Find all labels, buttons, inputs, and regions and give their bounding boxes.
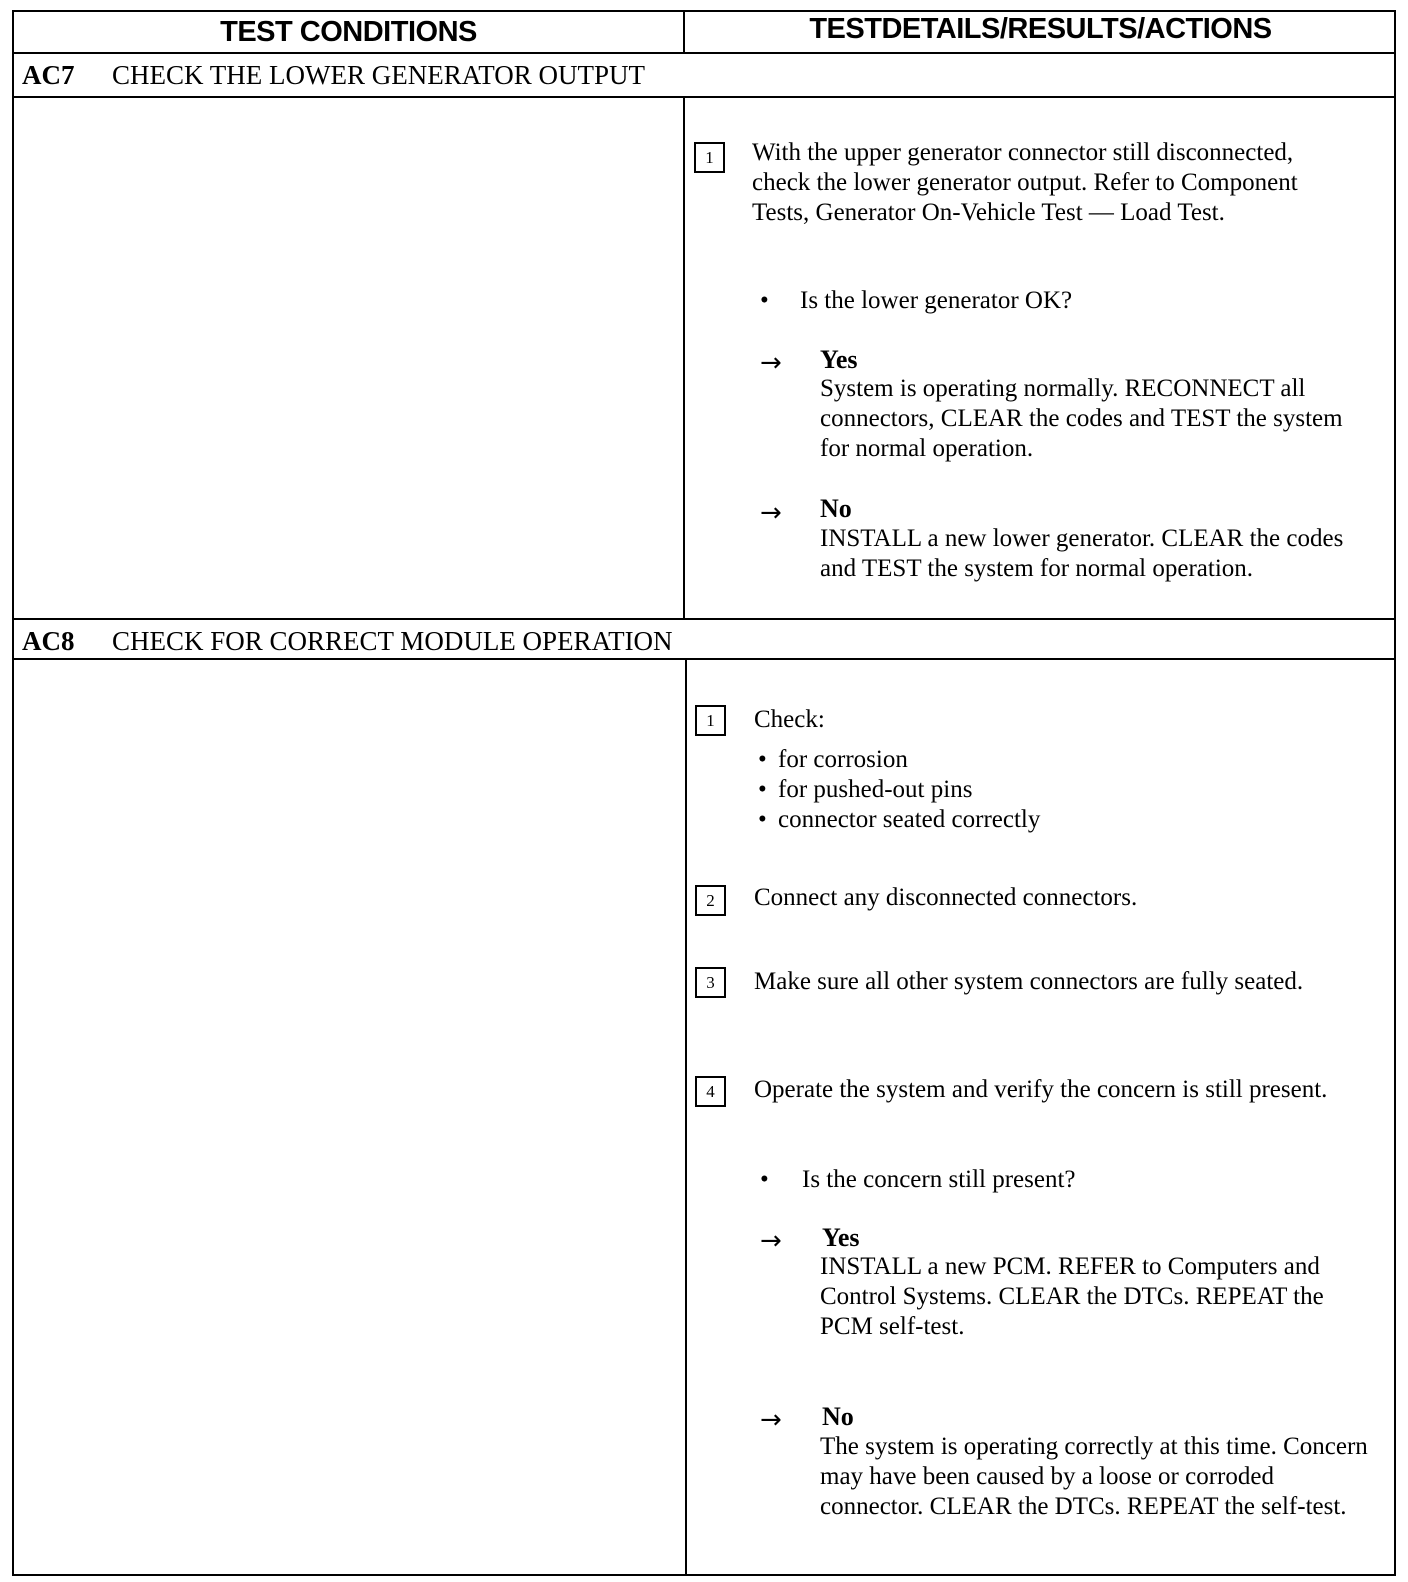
ac7-divider (14, 96, 1394, 98)
ac7-section-title (22, 60, 645, 91)
ac8-step2-text: Connect any disconnected connectors. (754, 884, 1138, 911)
ac7-no-arrow-icon: → (760, 498, 782, 528)
ac7-end-divider (14, 618, 1394, 620)
ac8-divider (14, 658, 1394, 660)
ac8-step4-text: Operate the system and verify the concern is still present. (754, 1076, 1328, 1103)
ac8-step3-number: 3 (695, 967, 726, 998)
ac7-question: Is the lower generator OK? (800, 287, 1073, 314)
ac8-check-item: • connector seated correctly (758, 805, 1358, 835)
ac7-column-divider (683, 96, 685, 618)
ac7-step1-number: 1 (694, 142, 725, 173)
header-test-details: TESTDETAILS/RESULTS/ACTIONS (809, 13, 1272, 45)
ac7-title: CHECK THE LOWER GENERATOR OUTPUT (112, 60, 645, 90)
ac8-no-arrow-icon: → (760, 1405, 782, 1435)
ac7-yes-text: System is operating normally. RECONNECT all connectors, CLEAR the codes and TEST the system for normal operation. (820, 375, 1343, 462)
ac7-question-bullet: • (760, 287, 769, 314)
ac8-check-item: • for corrosion (758, 745, 1358, 775)
ac7-step1-text: With the upper generator connector still disconnected, check the lower generator output. Refer to Component Tests, Generator On-Vehicle Test — Load Test. (752, 139, 1298, 226)
ac8-yes-label: Yes (822, 1223, 860, 1252)
ac7-no-text: INSTALL a new lower generator. CLEAR the codes and TEST the system for normal operation. (820, 525, 1344, 582)
ac8-step4-number: 4 (695, 1076, 726, 1107)
header-divider (14, 52, 1394, 54)
header-test-conditions: TEST CONDITIONS (220, 16, 477, 48)
ac7-code: AC7 (22, 60, 75, 90)
ac7-no-label: No (820, 494, 852, 523)
ac8-yes-arrow-icon: → (760, 1226, 782, 1256)
ac8-section-title (22, 626, 673, 657)
ac8-check-list (758, 745, 1358, 835)
ac8-step2-number: 2 (695, 885, 726, 916)
ac8-code: AC8 (22, 626, 75, 656)
ac8-yes-text: INSTALL a new PCM. REFER to Computers and Control Systems. CLEAR the DTCs. REPEAT the PCM self-test. (820, 1253, 1324, 1340)
ac8-question: Is the concern still present? (802, 1166, 1076, 1193)
ac8-step3-text: Make sure all other system connectors are fully seated. (754, 968, 1304, 995)
ac8-step1-text: Check: (754, 706, 825, 733)
ac8-step1-number: 1 (695, 705, 726, 736)
ac7-yes-arrow-icon: → (760, 348, 782, 378)
ac8-no-text: The system is operating correctly at this time. Concern may have been caused by a loose or corroded connector. CLEAR the DTCs. REPEAT the self-test. (820, 1433, 1368, 1520)
ac8-title: CHECK FOR CORRECT MODULE OPERATION (112, 626, 673, 656)
ac7-yes-label: Yes (820, 345, 858, 374)
test-table (12, 10, 1396, 1576)
ac8-no-label: No (822, 1402, 854, 1431)
ac8-question-bullet: • (760, 1166, 769, 1193)
ac8-check-item: • for pushed-out pins (758, 775, 1358, 805)
ac8-column-divider (685, 658, 687, 1574)
